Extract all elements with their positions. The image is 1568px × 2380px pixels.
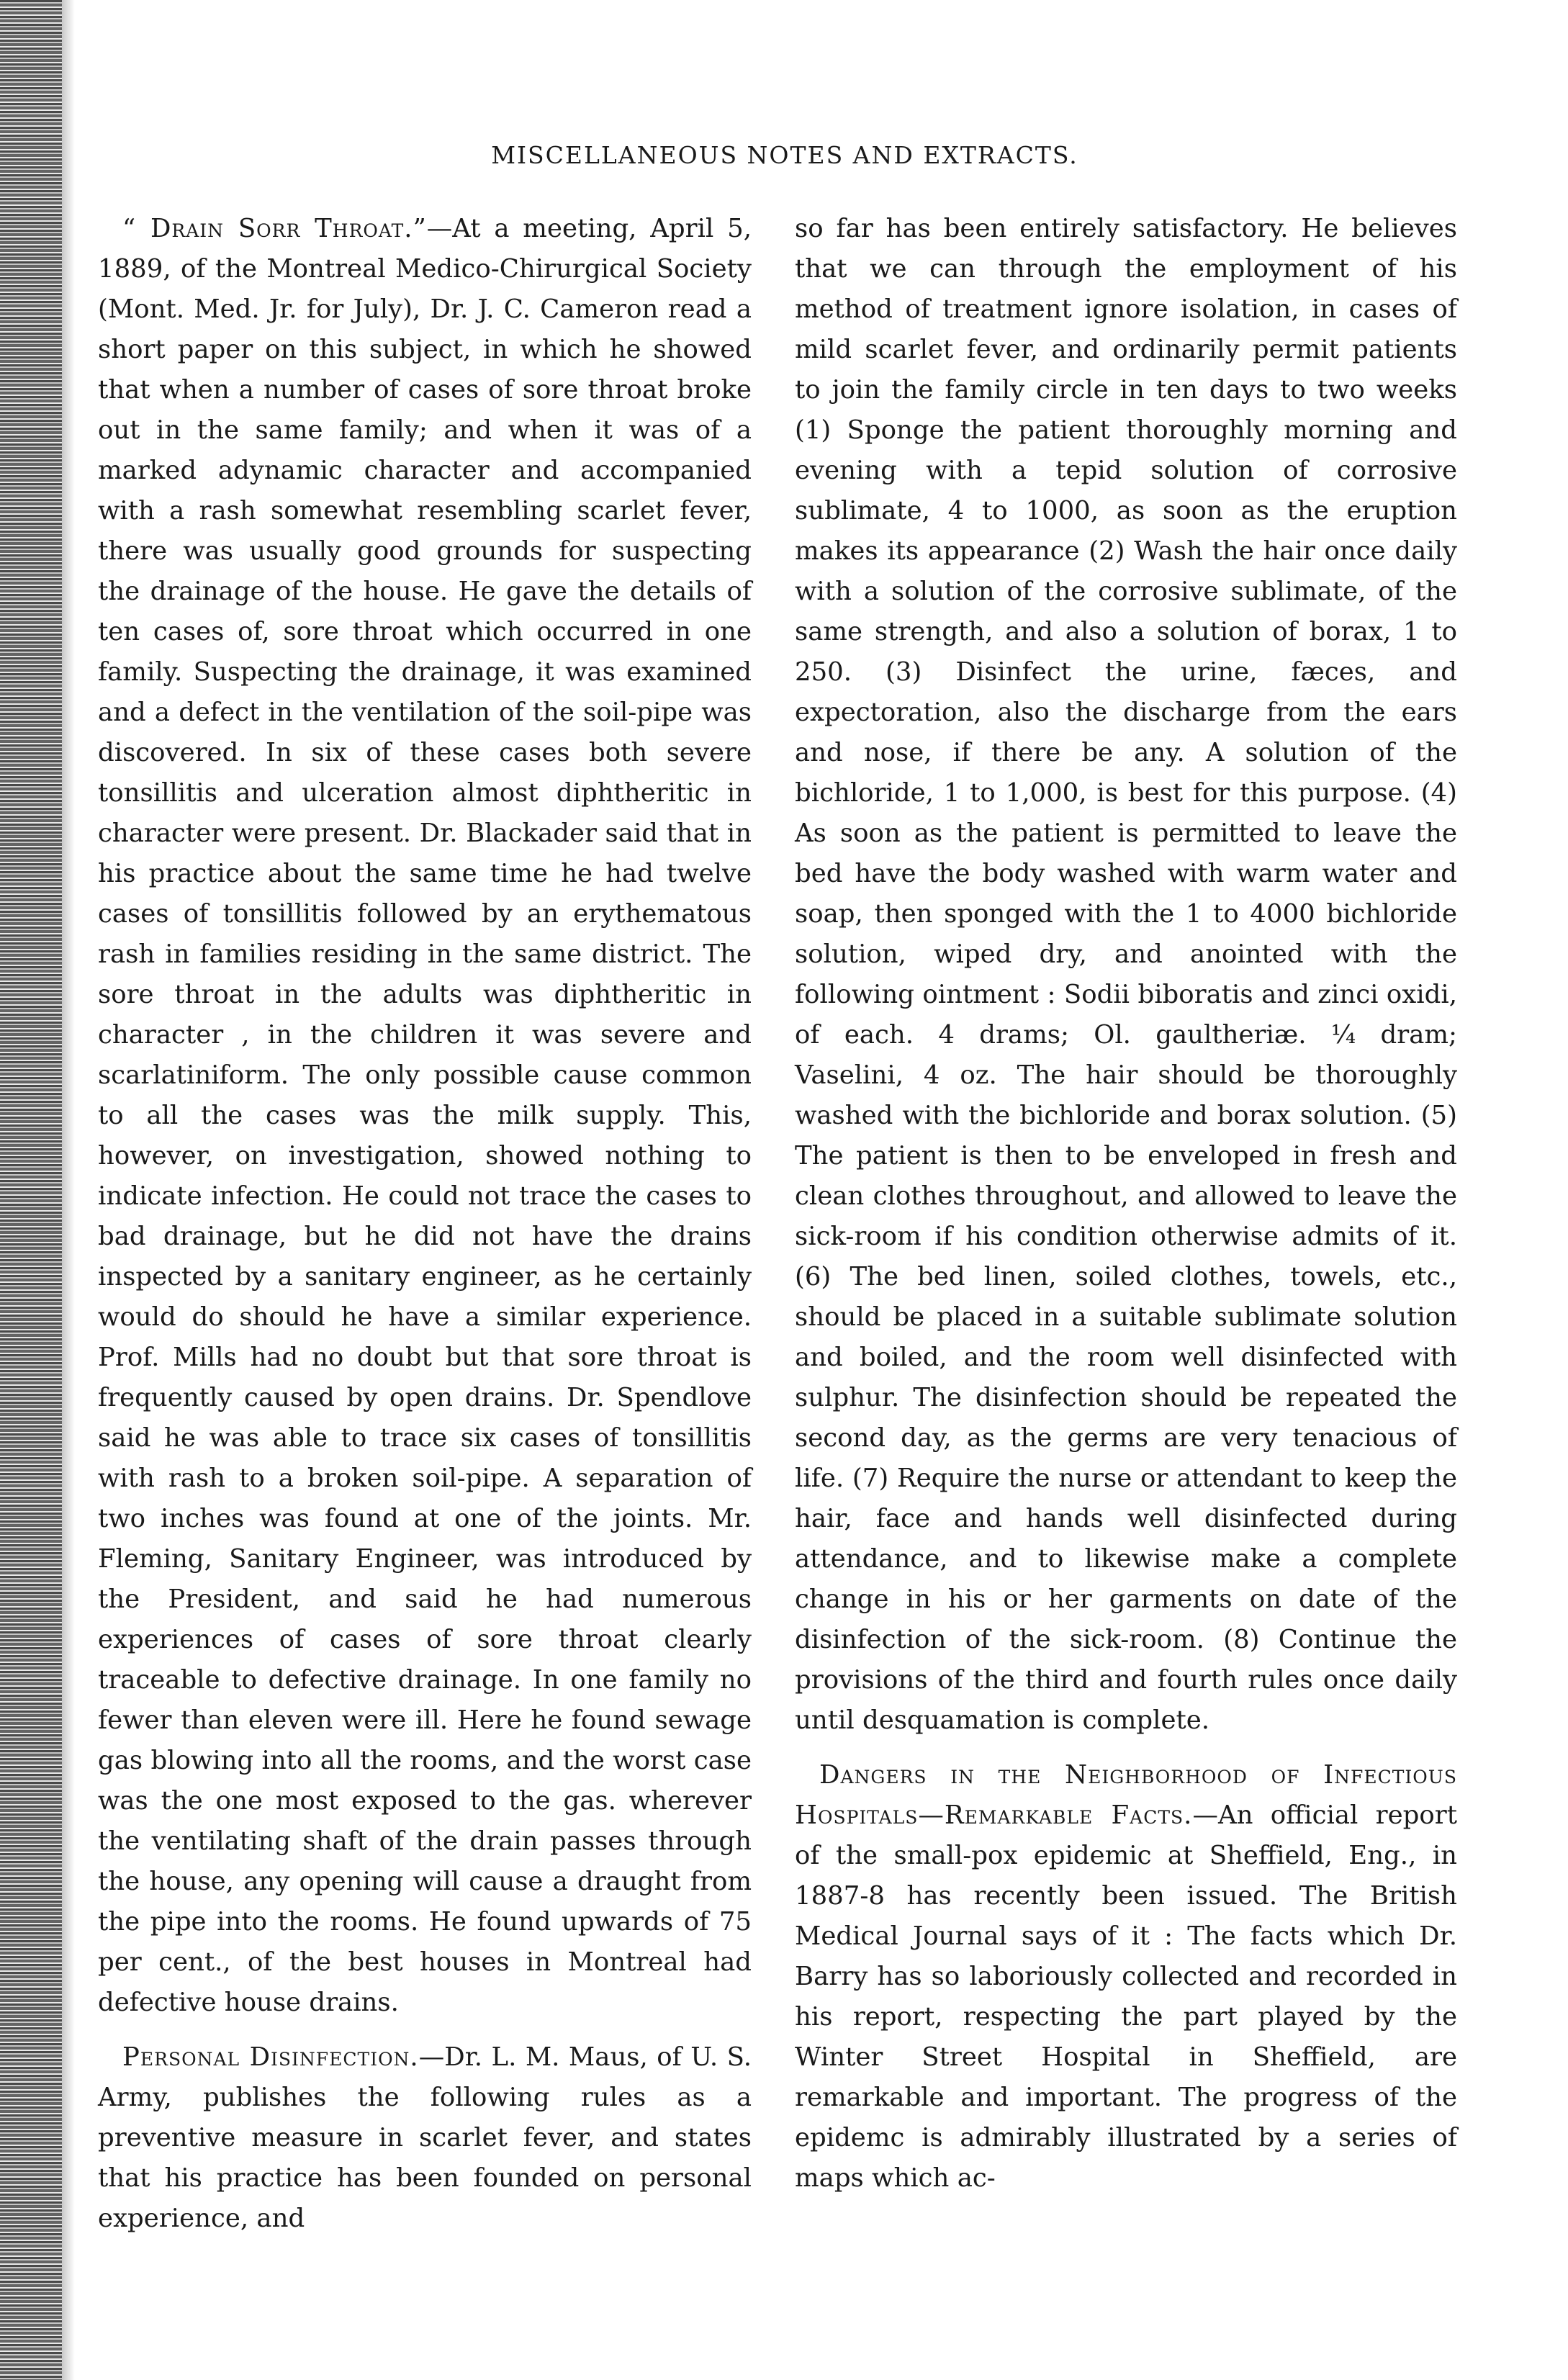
article-body: —An official report of the small-pox epidemic at Sheffield, Eng., in 1887-8 has recently been issued. The British Medical Journal says of it : The facts which Dr. Barry has so laboriously collected and recorded in his report, respecting the part played by the Winter Street Hospital in Sheffield, are remarkable and important. The progress of the epidemc is admirably illustrated by a series of maps which ac- — [795, 1800, 1457, 2193]
article-heading: Dangers in the Neighborhood of Infectious Hospitals—Remarkable Facts. — [795, 1760, 1457, 1830]
left-column — [98, 209, 752, 2253]
article-disinfection-continued — [795, 209, 1457, 1741]
article-drain-sore-throat — [98, 209, 752, 2023]
article-personal-disinfection — [98, 2037, 752, 2239]
article-heading: Personal Disinfection. — [122, 2042, 419, 2072]
article-body: —Dr. L. M. Maus, of U. S. Army, publishes the following rules as a preventive measure in scarlet fever, and states that his practice has been founded on personal experience, and — [98, 2042, 752, 2233]
article-dangers-infectious-hospitals — [795, 1755, 1457, 2199]
right-column — [795, 209, 1457, 2213]
article-body: —At a meeting, April 5, 1889, of the Montreal Medico-Chirurgical Society (Mont. Med. Jr. for July), Dr. J. C. Cameron read a short paper on this subject, in which he showed that when a number of cases of sore throat broke out in the same family; and when it was of a marked adynamic character and accompanied with a rash somewhat resembling scarlet fever, there was usually good grounds for suspecting the drainage of the house. He gave the details of ten cases of, sore throat which occurred in one family. Suspecting the drainage, it was examined and a defect in the ventilation of the soil-pipe was discovered. In six of these cases both severe tonsillitis and ulceration almost diphtheritic in character were present. Dr. Blackader said that in his practice about the same time he had twelve cases of tonsillitis followed by an erythematous rash in families residing in the same district. The sore throat in the adults was diphtheritic in character , in the children it was severe and scarlatiniform. The only possible cause common to all the cases was the milk supply. This, however, on investigation, showed nothing to indicate infection. He could not trace the cases to bad drainage, but he did not have the drains inspected by a sanitary engineer, as he certainly would do should he have a similar experience. Prof. Mills had no doubt but that sore throat is frequently caused by open drains. Dr. Spendlove said he was able to trace six cases of tonsillitis with rash to a broken soil-pipe. A separation of two inches was found at one of the joints. Mr. Fleming, Sanitary Engineer, was introduced by the President, and said he had numerous experiences of cases of sore throat clearly traceable to defective drainage. In one family no fewer than eleven were ill. Here he found sewage gas blowing into all the rooms, and the worst case was the one most exposed to the gas. wherever the ventilating shaft of the drain passes through the house, any opening will cause a draught from the pipe into the rooms. He found upwards of 75 per cent., of the best houses in Montreal had defective house drains. — [98, 214, 752, 2017]
article-body: so far has been entirely satisfactory. He believes that we can through the employment of his method of treatment ignore isolation, in cases of mild scarlet fever, and ordinarily permit patients to join the family circle in ten days to two weeks (1) Sponge the patient thoroughly morning and evening with a tepid solution of corrosive sublimate, 4 to 1000, as soon as the eruption makes its appearance (2) Wash the hair once daily with a solution of the corrosive sublimate, of the same strength, and also a solution of borax, 1 to 250. (3) Disinfect the urine, fæces, and expectoration, also the discharge from the ears and nose, if there be any. A solution of the bichloride, 1 to 1,000, is best for this purpose. (4) As soon as the patient is permitted to leave the bed have the body washed with warm water and soap, then sponged with the 1 to 4000 bichloride solution, wiped dry, and anointed with the following ointment : Sodii biboratis and zinci oxidi, of each. 4 drams; Ol. gaultheriæ. ¼ dram; Vaselini, 4 oz. The hair should be thoroughly washed with the bichloride and borax solution. (5) The patient is then to be enveloped in fresh and clean clothes throughout, and allowed to leave the sick-room if his condition otherwise admits of it. (6) The bed linen, soiled clothes, towels, etc., should be placed in a suitable sublimate solution and boiled, and the room well disinfected with sulphur. The disinfection should be repeated the second day, as the germs are very tenacious of life. (7) Require the nurse or attendant to keep the hair, face and hands well disinfected during attendance, and to likewise make a complete change in his or her garments on date of the disinfection of the sick-room. (8) Continue the provisions of the third and fourth rules once daily until desquamation is complete. — [795, 214, 1457, 1735]
article-heading: “ Drain Sorr Throat.” — [122, 214, 427, 243]
page-binding-edge — [0, 0, 62, 2380]
running-head: MISCELLANEOUS NOTES AND EXTRACTS. — [491, 141, 1078, 169]
